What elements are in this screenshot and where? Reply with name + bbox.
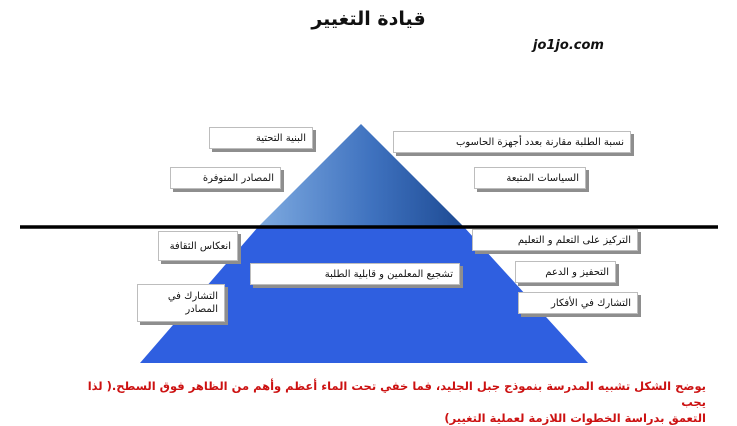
label-infrastructure: البنية التحتية (209, 127, 313, 149)
label-motivation-support: التحفيز و الدعم (515, 261, 616, 283)
label-idea-sharing: التشارك في الأفكار (518, 292, 638, 314)
label-learning-focus: التركيز على التعلم و التعليم (472, 229, 638, 251)
caption-line-2: التعمق بدراسة الخطوات اللازمة لعملية التغيير) (444, 411, 706, 425)
caption-line-1: يوضح الشكل تشبيه المدرسة بنموذج جبل الجليد، فما خفي تحت الماء أعظم وأهم من الظاهر فوق السطح.( لذا يجب (87, 379, 706, 409)
label-available-resources: المصادر المتوفرة (170, 167, 281, 189)
page-title: قيادة التغيير (311, 8, 426, 30)
label-resource-sharing: التشارك في المصادر (137, 284, 225, 322)
label-teacher-encouragement: تشجيع المعلمين و قابلية الطلبة (250, 263, 460, 285)
label-computer-ratio: نسبة الطلبة مقارنة بعدد أجهزة الحاسوب (393, 131, 631, 153)
watermark: jo1jo.com (533, 38, 604, 53)
label-policies: السياسات المتبعة (474, 167, 586, 189)
label-culture-reflection: انعكاس الثقافة (158, 231, 238, 261)
